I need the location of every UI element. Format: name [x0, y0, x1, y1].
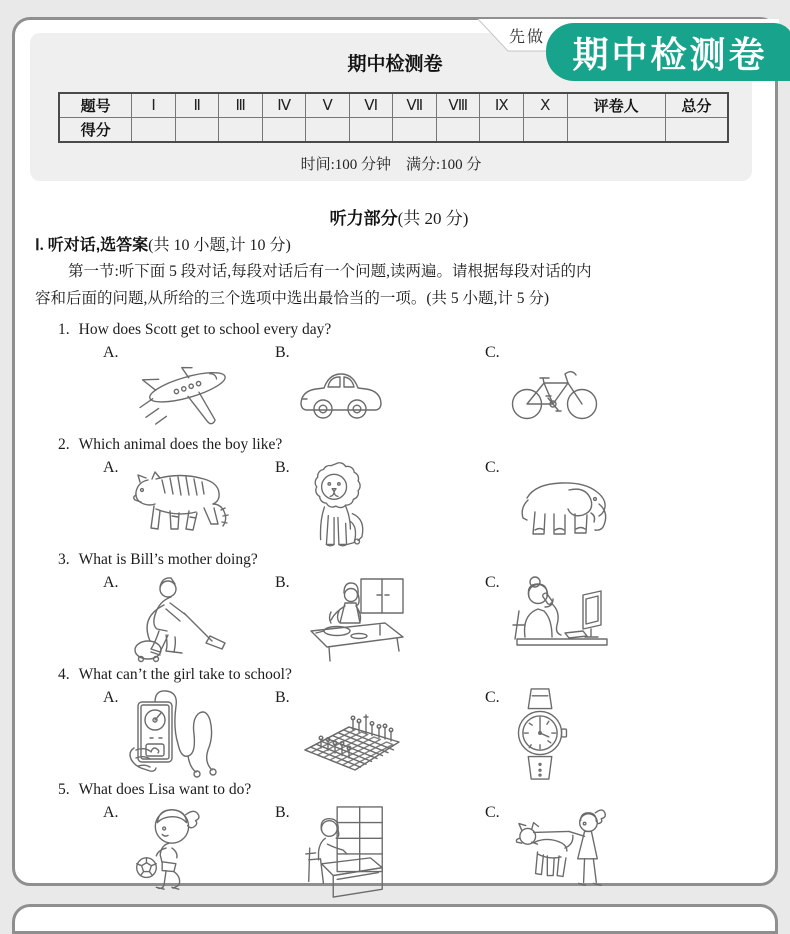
woman-phone-computer-illustration	[507, 573, 617, 665]
score-cell	[567, 118, 665, 143]
question-4-option-c: C.	[485, 688, 763, 782]
cooking-woman-illustration	[297, 573, 412, 665]
question-3-number: 3.	[58, 551, 70, 568]
vacuuming-person-illustration	[126, 573, 231, 665]
girl-doing-homework-illustration	[297, 803, 392, 901]
score-cell	[219, 118, 263, 143]
instructions-line1: 第一节:听下面 5 段对话,每段对话后有一个问题,读两遍。请根据每段对话的内	[68, 263, 592, 280]
col-total: 总分	[665, 93, 728, 118]
music-player-illustration	[126, 688, 231, 780]
question-2-number: 2.	[58, 436, 70, 453]
question-2-option-c: C.	[485, 458, 763, 554]
col-I: Ⅰ	[132, 93, 176, 118]
bicycle-illustration	[507, 355, 602, 425]
question-3-option-b: B.	[275, 573, 485, 665]
exam-sheet-panel	[12, 17, 778, 886]
question-3-option-a: A.	[103, 573, 275, 665]
col-grader: 评卷人	[567, 93, 665, 118]
col-IX: Ⅸ	[480, 93, 524, 118]
question-4-option-a: A.	[103, 688, 275, 782]
question-5-option-b: B.	[275, 803, 485, 901]
listening-section-title-points: (共 20 分)	[397, 209, 469, 228]
elephant-illustration	[507, 468, 619, 546]
score-cell	[349, 118, 393, 143]
part1-numeral: Ⅰ.	[35, 237, 44, 254]
exam-type-badge-label: 期中检测卷	[572, 33, 768, 75]
score-table-header-row	[59, 93, 728, 118]
col-V: Ⅴ	[306, 93, 350, 118]
question-4	[35, 666, 763, 778]
question-3	[35, 551, 763, 663]
score-cell	[262, 118, 306, 143]
tiger-illustration	[126, 464, 236, 546]
score-cell	[132, 118, 176, 143]
part1-heading-main: 听对话,选答案	[47, 237, 149, 254]
score-table-score-row	[59, 118, 728, 143]
question-5-option-c: C.	[485, 803, 763, 901]
lion-illustration	[297, 458, 375, 554]
score-table	[58, 92, 729, 143]
exam-content	[35, 204, 763, 893]
question-4-number: 4.	[58, 666, 70, 683]
listening-section-title	[35, 204, 763, 227]
question-3-option-c: C.	[485, 573, 763, 665]
question-5	[35, 781, 763, 893]
col-X: Ⅹ	[524, 93, 568, 118]
question-3-text: What is Bill’s mother doing?	[78, 551, 258, 568]
score-cell	[524, 118, 568, 143]
question-1-option-a: A.	[103, 343, 275, 433]
score-cell	[175, 118, 219, 143]
question-4-option-b: B.	[275, 688, 485, 782]
corner-ribbon-text: 先做	[509, 29, 546, 46]
score-cell	[393, 118, 437, 143]
instructions-line2: 容和后面的问题,从所给的三个选项中选出最恰当的一项。(共 5 小题,计 5 分)	[35, 290, 550, 307]
score-cell	[480, 118, 524, 143]
col-VI: Ⅵ	[349, 93, 393, 118]
score-cell	[665, 118, 728, 143]
question-2-option-a: A.	[103, 458, 275, 554]
time-score-line: 时间:100 分钟 满分:100 分	[300, 157, 482, 173]
exam-title: 期中检测卷	[347, 54, 443, 75]
score-cell	[436, 118, 480, 143]
question-5-text: What does Lisa want to do?	[78, 781, 252, 798]
question-1-number: 1.	[58, 321, 70, 338]
girl-playing-soccer-illustration	[126, 803, 214, 899]
question-1-option-b: B.	[275, 343, 485, 433]
score-cell	[306, 118, 350, 143]
car-illustration	[297, 355, 382, 425]
question-2-text: Which animal does the boy like?	[78, 436, 283, 453]
question-1-text: How does Scott get to school every day?	[78, 321, 332, 338]
part1-heading-points: (共 10 小题,计 10 分)	[148, 237, 291, 254]
girl-walking-dog-illustration	[507, 803, 619, 901]
question-1-option-c: C.	[485, 343, 763, 433]
question-5-number: 5.	[58, 781, 70, 798]
col-VII: Ⅶ	[393, 93, 437, 118]
airplane-illustration	[126, 343, 244, 429]
next-sheet-panel-edge	[12, 904, 778, 934]
chessboard-illustration	[297, 694, 409, 776]
question-2-option-b: B.	[275, 458, 485, 554]
question-5-option-a: A.	[103, 803, 275, 901]
part1-heading	[35, 232, 763, 254]
col-VIII: Ⅷ	[436, 93, 480, 118]
wristwatch-illustration	[507, 686, 575, 782]
col-III: Ⅲ	[219, 93, 263, 118]
col-IV: Ⅳ	[262, 93, 306, 118]
question-4-text: What can’t the girl take to school?	[78, 666, 292, 683]
row-score-label: 得分	[59, 118, 132, 143]
question-1	[35, 321, 763, 433]
listening-section-title-main: 听力部分	[329, 209, 398, 228]
col-II: Ⅱ	[175, 93, 219, 118]
col-question-number: 题号	[59, 93, 132, 118]
question-2	[35, 436, 763, 548]
